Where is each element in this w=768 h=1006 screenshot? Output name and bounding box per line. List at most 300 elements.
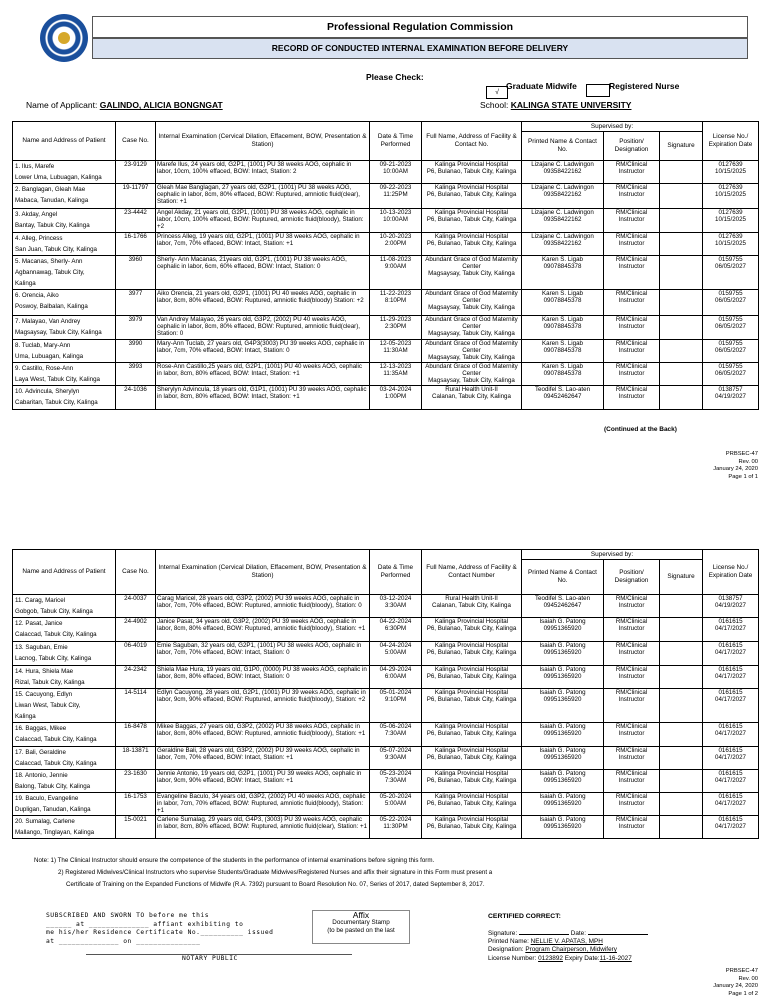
date-time-line: 05-20-2024 <box>379 793 412 800</box>
supervisor-printed-name-line: 09951365920 <box>543 777 582 784</box>
graduate-midwife-checkbox[interactable]: √ <box>486 86 508 99</box>
facility-line: Center <box>462 263 481 270</box>
patient-name-address-line: Balong, Tabuk City, Kalinga <box>15 783 91 790</box>
facility-line: P6, Bulanao, Tabuk City, Kalinga <box>426 649 517 656</box>
facility-line: P6, Bulanao, Tabuk City, Kalinga <box>426 823 517 830</box>
table-row <box>13 161 759 184</box>
case-no <box>116 290 156 316</box>
designation-label: Designation: <box>488 946 524 954</box>
case-no-line: 06-4019 <box>124 642 147 649</box>
date-time-line: 10:00AM <box>383 168 408 175</box>
supervisor-signature[interactable] <box>660 666 703 689</box>
table-row <box>13 386 759 410</box>
supervisor-signature[interactable] <box>660 386 703 410</box>
supervisor-printed-name-line: Lizajane C. Ladwingon <box>531 209 594 216</box>
date-time-line: 10:00AM <box>383 216 408 223</box>
supervisor-printed-name-line: Isaiah G. Patong <box>539 666 586 673</box>
case-no-line: 16-8478 <box>124 723 147 730</box>
date-time <box>370 747 422 770</box>
case-no-line: 23-9129 <box>124 161 147 168</box>
patient-name-address-line: 5. Macanas, Sherly- Ann <box>15 258 83 265</box>
patient-name-address-line: 9. Castillo, Rose-Ann <box>15 365 74 372</box>
supervisor-printed-name <box>522 161 604 184</box>
patient-name-address-line: 18. Antonio, Jennie <box>15 772 68 779</box>
patient-name-address-line: 3. Akday, Angel <box>15 211 58 218</box>
facility <box>422 316 522 340</box>
supervisor-printed-name-line: 09951365920 <box>543 754 582 761</box>
notes-block <box>34 855 492 891</box>
license-expiry-line: 0159755 <box>718 340 743 347</box>
case-no-line: 3990 <box>128 340 143 347</box>
notary-line-2: ______ at ______________ affiant exhibiting to <box>46 920 244 928</box>
table-row <box>13 618 759 642</box>
patient-name-address-line: Calaccad, Tabuk City, Kalinga <box>15 736 97 743</box>
supervisor-printed-name <box>522 290 604 316</box>
supervisor-printed-name-line: 09452462647 <box>543 393 582 400</box>
patient-name-address-line: Gobgob, Tabuk City, Kalinga <box>15 608 93 615</box>
patient-name-address <box>13 316 116 340</box>
license-expiry-line: 10/15/2025 <box>715 240 746 247</box>
date-time <box>370 689 422 723</box>
form-date: January 24, 2020 <box>713 466 758 472</box>
patient-name-address <box>13 747 116 770</box>
facility-line: P6, Bulanao, Tabuk City, Kalinga <box>426 673 517 680</box>
internal-exam-details <box>156 770 370 793</box>
patient-name-address-line: Lacnog, Tabuk City, Kalinga <box>15 655 92 662</box>
date-time-line: 05-06-2024 <box>379 723 412 730</box>
case-no-line: 23-4442 <box>124 209 147 216</box>
facility <box>422 618 522 642</box>
facility-line: Kalinga Provincial Hospital <box>434 161 509 168</box>
supervisor-signature[interactable] <box>660 363 703 386</box>
license-expiry-line: 0127639 <box>718 161 743 168</box>
date-time <box>370 642 422 666</box>
supervisor-printed-name-line: 09951365920 <box>543 649 582 656</box>
date-time-line: 1:00PM <box>384 393 407 400</box>
license-expiry <box>703 816 759 839</box>
license-expiry <box>703 209 759 233</box>
license-expiry-line: 0161615 <box>718 793 743 800</box>
internal-exam-details-line: Mikee Baggas, 27 years old, G3P2, (2002) PU 38 weeks AOG, cephalic in labor, 8cm, 80% effaced, BOW: Ruptured, amniotic fluid(bloody), Station: +1 <box>157 723 366 737</box>
case-no <box>116 689 156 723</box>
date-time <box>370 209 422 233</box>
facility <box>422 386 522 410</box>
patient-name-address <box>13 233 116 256</box>
internal-exam-details <box>156 689 370 723</box>
supervisor-position <box>604 747 660 770</box>
col-date-time: Date & Time Performed <box>370 122 422 161</box>
supervisor-position-line: RM/Clinical Instructor <box>615 363 648 377</box>
case-no-line: 3960 <box>128 256 143 263</box>
date-time-line: 2:00PM <box>384 240 407 247</box>
supervisor-position-line: RM/Clinical Instructor <box>615 161 648 175</box>
facility <box>422 340 522 363</box>
supervisor-position <box>604 666 660 689</box>
supervisor-position-line: RM/Clinical Instructor <box>615 209 648 223</box>
facility-line: Kalinga Provincial Hospital <box>434 723 509 730</box>
supervisor-signature[interactable] <box>660 316 703 340</box>
date-time <box>370 723 422 747</box>
facility-line: Kalinga Provincial Hospital <box>434 209 509 216</box>
supervisor-signature[interactable] <box>660 816 703 839</box>
supervisor-printed-name <box>522 618 604 642</box>
case-no <box>116 723 156 747</box>
supervisor-signature[interactable] <box>660 233 703 256</box>
internal-exam-details-line: Gleah Mae Banglagan, 27 years old, G2P1, (1001) PU 38 weeks AOG, cephalic in labor, 8cm, 80% effaced, BOW: Ruptured, amniotic fluid(clear), Station: +1 <box>157 184 361 205</box>
case-no <box>116 642 156 666</box>
table-row <box>13 816 759 839</box>
supervisor-position-line: RM/Clinical Instructor <box>615 793 648 807</box>
supervisor-signature[interactable] <box>660 793 703 816</box>
license-expiry <box>703 161 759 184</box>
date-time-line: 05-01-2024 <box>379 689 412 696</box>
license-expiry-line: 04/19/2027 <box>715 602 746 609</box>
case-no-line: 19-11797 <box>122 184 149 191</box>
form-code: PRBSEC-47 <box>725 451 758 457</box>
internal-exam-details-line: Carlene Sumalag, 29 years old, G4P3, (3003) PU 39 weeks AOG, cephalic in labor, 8cm, 80% effaced, BOW: Ruptured, amniotic fluid(clear), Station: +1 <box>157 816 368 830</box>
license-expiry <box>703 290 759 316</box>
facility-line: Kalinga Provincial Hospital <box>434 618 509 625</box>
patient-name-address-line: 13. Saguban, Emie <box>15 644 68 651</box>
applicant-name: GALINDO, ALICIA BONGNGAT <box>99 100 223 110</box>
case-no <box>116 184 156 209</box>
supervisor-position <box>604 816 660 839</box>
facility <box>422 595 522 618</box>
col-supervised-by: Supervised by: <box>522 550 703 560</box>
supervisor-signature[interactable] <box>660 340 703 363</box>
date-time-line: 7:30AM <box>384 777 407 784</box>
supervisor-printed-name <box>522 816 604 839</box>
patient-name-address <box>13 642 116 666</box>
supervisor-printed-name-line: Teodifel S. Lao-aten <box>534 386 591 393</box>
license-expiry-line: 0161615 <box>718 642 743 649</box>
supervisor-position-line: RM/Clinical Instructor <box>615 233 648 247</box>
notary-public: NOTARY PUBLIC <box>86 954 352 964</box>
license-expiry-line: 0161615 <box>718 666 743 673</box>
facility <box>422 642 522 666</box>
patient-name-address <box>13 618 116 642</box>
supervisor-printed-name-line: Isaiah G. Patong <box>539 747 586 754</box>
supervisor-printed-name-line: 09078845378 <box>543 370 582 377</box>
patient-name-address-line: Calaccad, Tabuk City, Kalinga <box>15 760 97 767</box>
prc-seal-center <box>58 32 70 44</box>
table-row <box>13 793 759 816</box>
facility-line: Magsaysay, Tabuk City, Kalinga <box>428 270 515 277</box>
supervisor-signature[interactable] <box>660 290 703 316</box>
patient-name-address-line: Cabaritan, Tabuk City, Kalinga <box>15 399 98 406</box>
license-expiry <box>703 793 759 816</box>
applicant-name-line <box>26 100 223 110</box>
facility <box>422 256 522 290</box>
internal-exam-details-line: Angel Akday, 21 years old, G2P1, (1001) PU 38 weeks AOG, cephalic in labor, 10cm, 100% effaced, BOW: Ruptured, amniotic fluid(bloody), Station: +2 <box>157 209 364 230</box>
supervisor-position <box>604 256 660 290</box>
date-time-line: 3:30AM <box>384 602 407 609</box>
supervisor-position-line: RM/Clinical Instructor <box>615 666 648 680</box>
facility <box>422 689 522 723</box>
patient-name-address <box>13 666 116 689</box>
license-expiry-line: 0161615 <box>718 770 743 777</box>
facility-line: Magsaysay, Tabuk City, Kalinga <box>428 377 515 384</box>
license-expiry-line: 0159755 <box>718 316 743 323</box>
case-no <box>116 161 156 184</box>
header-subtitle: RECORD OF CONDUCTED INTERNAL EXAMINATION BEFORE DELIVERY <box>92 38 748 59</box>
facility-line: P6, Bulanao, Tabuk City, Kalinga <box>426 754 517 761</box>
case-no <box>116 386 156 410</box>
form-page: Page 1 of 2 <box>728 990 758 997</box>
case-no <box>116 256 156 290</box>
supervisor-printed-name-line: 09358422162 <box>543 191 582 198</box>
certified-signature-line <box>488 930 648 938</box>
date-time-line: 6:00AM <box>384 673 407 680</box>
date-time-line: 05-07-2024 <box>379 747 412 754</box>
facility <box>422 723 522 747</box>
supervisor-position <box>604 290 660 316</box>
affix-line-3: (to be pasted on the last <box>327 927 395 934</box>
facility-line: Abundant Grace of God Maternity <box>425 316 518 323</box>
facility-line: Abundant Grace of God Maternity <box>425 340 518 347</box>
supervisor-printed-name-line: Karen S. Ligab <box>542 316 583 323</box>
internal-exam-details <box>156 340 370 363</box>
supervisor-printed-name <box>522 316 604 340</box>
col-facility: Full Name, Address of Facility & Contact Number <box>422 550 522 595</box>
col-facility: Full Name, Address of Facility & Contact No. <box>422 122 522 161</box>
license-expiry-line: 0161615 <box>718 618 743 625</box>
facility-line: P6, Bulanao, Tabuk City, Kalinga <box>426 800 517 807</box>
col-printed-name: Printed Name & Contact No. <box>522 132 604 161</box>
case-no-line: 24-4902 <box>124 618 147 625</box>
license-expiry-line: 06/05/2027 <box>715 263 746 270</box>
license-expiry <box>703 642 759 666</box>
internal-exam-details <box>156 161 370 184</box>
supervisor-printed-name-line: Isaiah G. Patong <box>539 816 586 823</box>
supervisor-printed-name <box>522 747 604 770</box>
facility-line: P6, Bulanao, Tabuk City, Kalinga <box>426 777 517 784</box>
date-time-line: 04-22-2024 <box>379 618 412 625</box>
supervisor-signature[interactable] <box>660 256 703 290</box>
supervisor-signature[interactable] <box>660 161 703 184</box>
supervisor-signature[interactable] <box>660 689 703 723</box>
signature-blank[interactable] <box>519 934 569 935</box>
date-time-line: 09-22-2023 <box>379 184 412 191</box>
date-time-line: 11-29-2023 <box>379 316 412 323</box>
supervisor-signature[interactable] <box>660 184 703 209</box>
date-time-line: 12-13-2023 <box>379 363 412 370</box>
date-time <box>370 161 422 184</box>
date-time-line: 11-22-2023 <box>379 290 412 297</box>
patient-name-address-line: 2. Banglagan, Gleah Mae <box>15 186 86 193</box>
certified-correct-heading: CERTIFIED CORRECT: <box>488 913 561 920</box>
supervisor-position <box>604 618 660 642</box>
license-expiry-line: 04/19/2027 <box>715 393 746 400</box>
license-expiry <box>703 618 759 642</box>
license-expiry-line: 04/17/2027 <box>715 673 746 680</box>
license-expiry-line: 04/17/2027 <box>715 730 746 737</box>
date-time <box>370 386 422 410</box>
facility-line: Magsaysay, Tabuk City, Kalinga <box>428 330 515 337</box>
date-time-line: 5:00AM <box>384 800 407 807</box>
license-expiry-line: 10/15/2025 <box>715 216 746 223</box>
supervisor-signature[interactable] <box>660 723 703 747</box>
internal-exam-details <box>156 618 370 642</box>
supervisor-position-line: RM/Clinical Instructor <box>615 184 648 198</box>
supervisor-signature[interactable] <box>660 770 703 793</box>
certified-printed-name <box>488 938 648 946</box>
case-no-line: 18-13871 <box>122 747 149 754</box>
date-blank[interactable] <box>588 934 648 935</box>
patient-name-address <box>13 595 116 618</box>
supervisor-printed-name <box>522 340 604 363</box>
patient-name-address <box>13 340 116 363</box>
supervisor-position <box>604 161 660 184</box>
form-revision: Rev. 00 <box>738 458 758 465</box>
patient-name-address <box>13 770 116 793</box>
license-expiry-line: 06/05/2027 <box>715 297 746 304</box>
supervisor-position <box>604 209 660 233</box>
col-position: Position/ Designation <box>604 132 660 161</box>
internal-exam-details <box>156 723 370 747</box>
internal-exam-details <box>156 642 370 666</box>
form-revision: Rev. 00 <box>738 975 758 982</box>
registered-nurse-checkbox[interactable] <box>586 84 610 97</box>
internal-exam-details-line: Edlyn Cacuyong, 28 years old, G2P1, (1001) PU 39 weeks AOG, cephalic in labor, 9cm, 90% effaced, BOW: Ruptured, amniotic fluid(bloody), Station: +2 <box>157 689 366 703</box>
facility <box>422 184 522 209</box>
case-no-line: 14-5114 <box>124 689 147 696</box>
internal-exam-details <box>156 666 370 689</box>
supervisor-printed-name-line: 09358422162 <box>543 240 582 247</box>
supervisor-printed-name-line: Isaiah G. Patong <box>539 689 586 696</box>
patient-name-address <box>13 290 116 316</box>
supervisor-signature[interactable] <box>660 747 703 770</box>
facility-line: Calanan, Tabuk City, Kalinga <box>432 393 511 400</box>
facility-line: Rural Health Unit-II <box>445 386 498 393</box>
date-time <box>370 770 422 793</box>
supervisor-printed-name-line: Isaiah G. Patong <box>539 723 586 730</box>
date-time-line: 11:25PM <box>383 191 408 198</box>
facility-line: Kalinga Provincial Hospital <box>434 642 509 649</box>
table-row <box>13 770 759 793</box>
school-line <box>480 100 631 110</box>
patient-name-address <box>13 256 116 290</box>
internal-exam-details-line: Sherylyn Advincula, 18 years old, G1P1, (1001) PU 39 weeks AOG, cephalic in labor, 8cm, 80% effaced, BOW: Intact, Station: +1 <box>157 386 367 400</box>
patient-name-address-line: Kalinga <box>15 280 36 287</box>
examination-table-page2 <box>12 549 759 839</box>
license-expiry <box>703 340 759 363</box>
supervisor-printed-name <box>522 184 604 209</box>
supervisor-position-line: RM/Clinical Instructor <box>615 816 648 830</box>
affix-line-2: Documentary Stamp <box>332 919 390 926</box>
facility-line: Abundant Grace of God Maternity <box>425 290 518 297</box>
facility <box>422 770 522 793</box>
supervisor-signature[interactable] <box>660 209 703 233</box>
supervisor-printed-name-line: 09078845378 <box>543 323 582 330</box>
internal-exam-details <box>156 747 370 770</box>
patient-name-address-line: 15. Cacuyong, Edlyn <box>15 691 73 698</box>
supervisor-printed-name-line: 09358422162 <box>543 216 582 223</box>
supervisor-printed-name-line: 09078845378 <box>543 347 582 354</box>
internal-exam-details-line: Jennie Antonio, 19 years old, G2P1, (1001) PU 39 weeks AOG, cephalic in labor, 9cm, 90% effaced, BOW: Intact, Station: +1 <box>157 770 362 784</box>
license-expiry <box>703 747 759 770</box>
header-title: Professional Regulation Commission <box>92 16 748 38</box>
supervisor-printed-name <box>522 723 604 747</box>
table-row <box>13 340 759 363</box>
supervisor-signature[interactable] <box>660 595 703 618</box>
notary-line-1: SUBSCRIBED AND SWORN TO before me this <box>46 912 210 919</box>
form-date: January 24, 2020 <box>713 983 758 989</box>
date-time-line: 2:30PM <box>384 323 407 330</box>
license-expiry <box>703 689 759 723</box>
supervisor-position <box>604 233 660 256</box>
table-row <box>13 209 759 233</box>
case-no <box>116 340 156 363</box>
notary-block <box>46 912 352 964</box>
patient-name-address-line: 19. Baculo, Evangeline <box>15 795 79 802</box>
supervisor-printed-name-line: 09078845378 <box>543 263 582 270</box>
license-expiry <box>703 233 759 256</box>
supervisor-position-line: RM/Clinical Instructor <box>615 689 648 703</box>
facility-line: P6, Bulanao, Tabuk City, Kalinga <box>426 191 517 198</box>
patient-name-address-line: Laya West, Tabuk City, Kalinga <box>15 376 100 383</box>
supervisor-printed-name-line: 09452462647 <box>543 602 582 609</box>
date-time-line: 8:10PM <box>384 297 407 304</box>
case-no-line: 24-2342 <box>124 666 147 673</box>
table-row <box>13 233 759 256</box>
supervisor-printed-name-line: 09951365920 <box>543 800 582 807</box>
facility-line: Center <box>462 347 481 354</box>
supervisor-printed-name-line: 09951365920 <box>543 696 582 703</box>
supervisor-printed-name-line: Karen S. Ligab <box>542 256 583 263</box>
date-time <box>370 290 422 316</box>
date-time-line: 11-08-2023 <box>379 256 412 263</box>
supervisor-printed-name-line: Isaiah G. Patong <box>539 642 586 649</box>
internal-exam-details <box>156 316 370 340</box>
col-license: License No./ Expiration Date <box>703 122 759 161</box>
supervisor-signature[interactable] <box>660 618 703 642</box>
supervisor-printed-name-line: Isaiah G. Patong <box>539 793 586 800</box>
printed-name-value: NELLIE V. APATAS, MPH <box>530 938 603 946</box>
supervisor-signature[interactable] <box>660 642 703 666</box>
license-expiry-line: 04/17/2027 <box>715 777 746 784</box>
supervisor-position <box>604 723 660 747</box>
printed-name-label: Printed Name: <box>488 938 529 946</box>
col-date-time: Date & Time Performed <box>370 550 422 595</box>
supervisor-printed-name <box>522 256 604 290</box>
supervisor-position <box>604 595 660 618</box>
form-code-page1 <box>650 451 758 481</box>
internal-exam-details <box>156 595 370 618</box>
facility <box>422 209 522 233</box>
supervisor-printed-name-line: 09078845378 <box>543 297 582 304</box>
supervisor-position-line: RM/Clinical Instructor <box>615 747 648 761</box>
internal-exam-details <box>156 816 370 839</box>
supervisor-printed-name <box>522 642 604 666</box>
supervisor-printed-name-line: Lizajane C. Ladwingon <box>531 233 594 240</box>
facility-line: Kalinga Provincial Hospital <box>434 184 509 191</box>
col-name-address: Name and Address of Patient <box>13 550 116 595</box>
supervisor-printed-name-line: Karen S. Ligab <box>542 363 583 370</box>
date-time-line: 9:10PM <box>384 696 407 703</box>
supervisor-position <box>604 642 660 666</box>
date-time-line: 03-24-2024 <box>379 386 412 393</box>
table-row <box>13 723 759 747</box>
case-no <box>116 316 156 340</box>
date-time-line: 10-13-2023 <box>379 209 412 216</box>
supervisor-printed-name-line: Karen S. Ligab <box>542 340 583 347</box>
supervisor-printed-name <box>522 595 604 618</box>
license-expiry <box>703 316 759 340</box>
license-expiry-line: 0161615 <box>718 816 743 823</box>
applicant-label: Name of Applicant: <box>26 100 98 110</box>
expiry-label: Expiry Date: <box>564 954 600 962</box>
